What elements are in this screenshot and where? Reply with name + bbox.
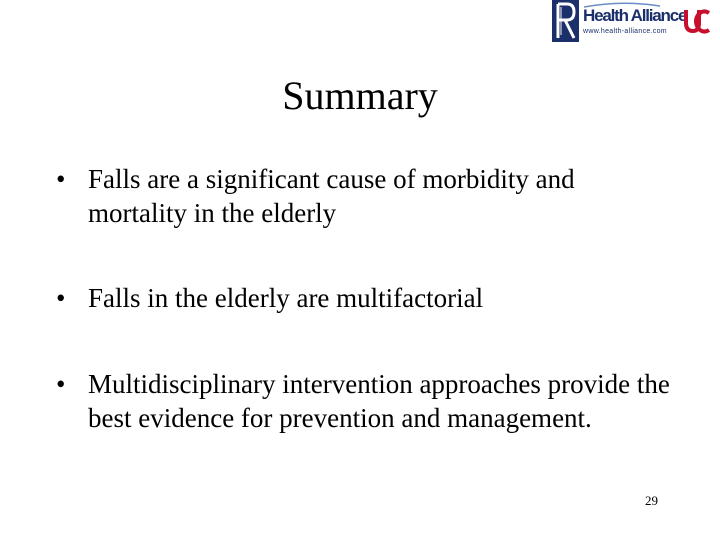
header-logos (552, 0, 720, 44)
slide-title: Summary (282, 73, 438, 118)
bullet-dot-icon: • (56, 164, 66, 194)
bullet-dot-icon: • (56, 369, 66, 399)
uc-logo-icon (683, 7, 711, 40)
bullet-text: Falls are a significant cause of morbidity and mortality in the elderly (88, 164, 575, 228)
health-alliance-r-logo-icon (552, 0, 579, 42)
bullet-dot-icon: • (56, 283, 66, 313)
health-alliance-logo-text: Health Alliance (583, 6, 687, 25)
health-alliance-url: www.health-alliance.com (583, 28, 667, 35)
bullet-text: Multidisciplinary intervention approaches provide the best evidence for prevention and management. (88, 369, 670, 433)
bullet-text: Falls in the elderly are multifactorial (88, 283, 484, 313)
page-number: 29 (645, 493, 658, 508)
